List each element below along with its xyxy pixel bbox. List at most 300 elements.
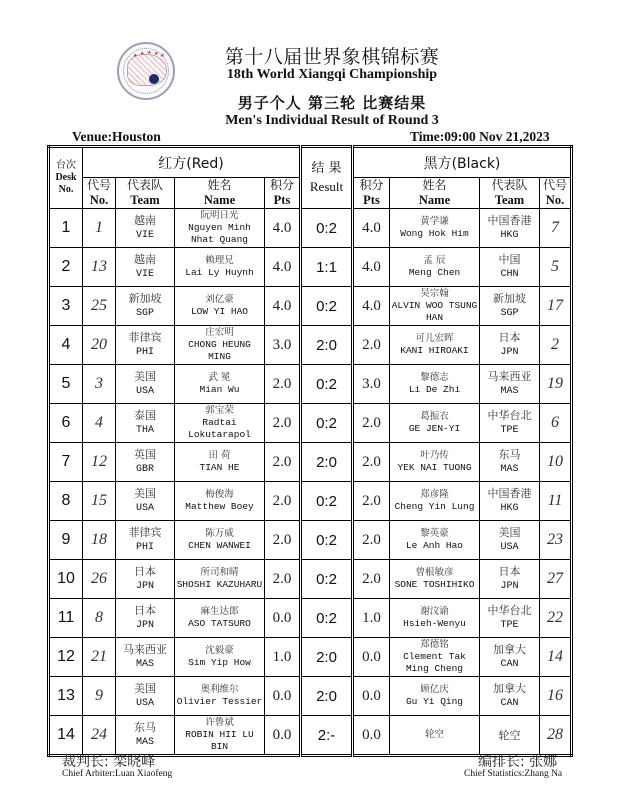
team-cn: 日本 (498, 331, 521, 344)
black-name (390, 677, 480, 716)
team-cn: 加拿大 (493, 682, 526, 695)
name-en: YEK NAI TUONG (397, 462, 472, 473)
red-team (116, 482, 175, 521)
red-name (175, 677, 265, 716)
table-row (49, 716, 572, 756)
header-red-pts (265, 178, 301, 209)
name-cn: 郑彦隆 (420, 489, 449, 500)
team-cn: 中国香港 (487, 487, 532, 500)
desk-number: 8 (61, 492, 71, 509)
result-score: 0:2 (316, 570, 337, 588)
label-en: Pts (363, 193, 380, 207)
black-pts (353, 560, 390, 599)
black-team (480, 599, 540, 638)
red-pts (265, 404, 301, 443)
black-pts (353, 677, 390, 716)
team-cn: 美国 (134, 487, 156, 500)
name-cn: 孟 辰 (423, 255, 446, 266)
team-cn: 菲律宾 (128, 526, 162, 539)
black-name (390, 716, 480, 756)
player-no: 28 (547, 726, 563, 743)
black-name (390, 521, 480, 560)
red-name (175, 404, 265, 443)
team-cn: 东马 (498, 448, 521, 461)
result (301, 560, 353, 599)
player-no: 12 (91, 453, 107, 470)
black-name (390, 365, 480, 404)
name-en: ASO TATSURO (188, 618, 251, 629)
red-name (175, 287, 265, 326)
team-cn: 加拿大 (493, 643, 526, 656)
points: 2.0 (362, 570, 381, 587)
red-team (116, 287, 175, 326)
star-icon: ★ (140, 52, 145, 57)
result (301, 482, 353, 521)
label-cn: 积分 (269, 178, 294, 192)
result-score: 2:- (317, 726, 336, 744)
black-pts (353, 326, 390, 365)
name-en: Olivier Tessier (176, 696, 263, 707)
name-en: ALVIN WOO TSUNG HAN (391, 300, 478, 323)
team-code: MAS (500, 386, 519, 397)
points: 4.0 (272, 297, 292, 314)
name-cn: 可儿宏晖 (415, 333, 454, 344)
label-cn: 姓名 (207, 178, 232, 192)
star-icon: ★ (147, 51, 152, 56)
team-code: MAS (500, 464, 519, 475)
result (301, 326, 353, 365)
red-name (175, 638, 265, 677)
chief-statistics-cn: 编排长: 张娜 (478, 754, 558, 770)
team-cn: 泰国 (134, 409, 156, 422)
desk-no (49, 248, 83, 287)
red-pts (265, 638, 301, 677)
black-pts (353, 287, 390, 326)
desk-number: 4 (61, 336, 71, 353)
team-cn: 新加坡 (128, 292, 162, 305)
name-cn: 梅俊海 (205, 489, 234, 500)
points: 0.0 (362, 726, 381, 743)
black-team (480, 365, 540, 404)
team-code: USA (135, 503, 154, 514)
header-red-no (83, 178, 116, 209)
black-name (390, 482, 480, 521)
red-player-no (83, 677, 116, 716)
black-pts (353, 716, 390, 756)
chief-arbiter-cn: 裁判长: 栾晓峰 (62, 754, 156, 770)
name-cn: 黎德志 (420, 372, 449, 383)
player-no: 11 (547, 492, 563, 509)
black-side-label: 黑方(Black) (423, 155, 501, 172)
table-row (49, 599, 572, 638)
black-team (480, 443, 540, 482)
points: 2.0 (272, 570, 292, 587)
red-name (175, 482, 265, 521)
team-code: SGP (500, 308, 519, 319)
black-team (480, 248, 540, 287)
result-score: 0:2 (316, 531, 337, 549)
desk-number: 9 (61, 531, 71, 548)
points: 1.0 (362, 609, 381, 626)
points: 2.0 (272, 531, 292, 548)
desk-number: 13 (57, 687, 75, 704)
result (301, 716, 353, 756)
black-player-no (540, 248, 572, 287)
name-en: Le Anh Hao (405, 540, 463, 551)
team-code: USA (135, 698, 154, 709)
black-player-no (540, 638, 572, 677)
player-no: 7 (551, 219, 559, 236)
result (301, 404, 353, 443)
points: 2.0 (362, 492, 381, 509)
red-team (116, 638, 175, 677)
player-no: 24 (91, 726, 107, 743)
red-player-no (83, 287, 116, 326)
name-cn: 武 冕 (208, 372, 231, 383)
name-cn: 麻生达郎 (200, 606, 239, 617)
black-team (480, 521, 540, 560)
team-cn: 马来西亚 (123, 643, 167, 656)
result-score: 1:1 (316, 258, 337, 276)
team-cn: 马来西亚 (487, 370, 532, 383)
red-player-no (83, 248, 116, 287)
label-cn: 代号 (542, 178, 567, 192)
name-cn: 曾根敏彦 (415, 567, 454, 578)
black-team (480, 638, 540, 677)
name-en: SHOSHI KAZUHARU (176, 579, 263, 590)
team-code: USA (500, 542, 519, 553)
red-name (175, 209, 265, 248)
result (301, 521, 353, 560)
player-no: 21 (91, 648, 107, 665)
points: 2.0 (362, 531, 381, 548)
name-en: Gu Yi Qing (405, 696, 463, 707)
name-en: Wong Hok Him (400, 228, 469, 239)
red-player-no (83, 638, 116, 677)
result-score: 2:0 (316, 648, 337, 666)
results-body (49, 209, 572, 756)
desk-no (49, 638, 83, 677)
label-en: Name (418, 193, 451, 207)
black-name (390, 326, 480, 365)
name-cn: 郑德铭 (420, 639, 449, 650)
name-en: Clement Tak Ming Cheng (403, 651, 466, 674)
team-code: THA (135, 425, 154, 436)
header-black-team (480, 178, 540, 209)
team-code: JPN (135, 620, 154, 631)
desk-number: 7 (61, 453, 71, 470)
header-black-name (390, 178, 480, 209)
header-red-team (116, 178, 175, 209)
result-score: 0:2 (316, 219, 337, 237)
result-score: 2:0 (316, 453, 337, 471)
red-name (175, 365, 265, 404)
label-cn: 代表队 (491, 178, 528, 192)
team-cn: 东马 (134, 721, 156, 734)
points: 0.0 (272, 609, 292, 626)
desk-number: 11 (57, 609, 75, 626)
red-name (175, 326, 265, 365)
table-row (49, 365, 572, 404)
desk-no (49, 287, 83, 326)
team-code: VIE (135, 230, 154, 241)
desk-number: 2 (61, 258, 71, 275)
name-cn: 沈毅豪 (205, 645, 234, 656)
red-team (116, 404, 175, 443)
team-cn: 新加坡 (493, 292, 526, 305)
team-cn: 轮空 (498, 728, 521, 742)
team-code: MAS (135, 737, 154, 748)
team-cn: 日本 (498, 565, 521, 578)
black-team (480, 677, 540, 716)
chief-statistics-en: Chief Statistics:Zhang Na (464, 769, 563, 779)
desk-no (49, 716, 83, 756)
label-cn: 姓名 (422, 178, 447, 192)
label-en: Pts (273, 193, 291, 207)
desk-number: 3 (61, 297, 71, 314)
result-score: 0:2 (316, 414, 337, 432)
black-pts (353, 248, 390, 287)
red-pts (265, 677, 301, 716)
black-player-no (540, 482, 572, 521)
team-code: HKG (500, 503, 519, 514)
red-name (175, 521, 265, 560)
name-en: Radtai Lokutarapol (188, 417, 251, 440)
table-row (49, 209, 572, 248)
name-en: Sim Yip How (188, 657, 251, 668)
black-pts (353, 443, 390, 482)
team-code: CHN (500, 269, 519, 280)
red-team (116, 326, 175, 365)
points: 4.0 (272, 219, 292, 236)
result-score: 0:2 (316, 492, 337, 510)
player-no: 2 (551, 336, 559, 353)
team-cn: 越南 (134, 214, 156, 227)
player-no: 13 (91, 258, 107, 275)
name-en: CHONG HEUNG MING (188, 339, 251, 362)
name-cn: 刘亿豪 (205, 294, 234, 305)
header-desk-cn: 台次 (56, 160, 76, 171)
black-team (480, 482, 540, 521)
label-en: No. (545, 193, 565, 207)
points: 2.0 (272, 492, 292, 509)
result (301, 443, 353, 482)
player-no: 14 (547, 648, 563, 665)
result (301, 209, 353, 248)
black-name (390, 248, 480, 287)
desk-no (49, 326, 83, 365)
points: 2.0 (272, 375, 292, 392)
player-no: 16 (547, 687, 563, 704)
points: 4.0 (272, 258, 292, 275)
header-black-no (540, 178, 572, 209)
result-score: 2:0 (316, 336, 337, 354)
team-cn: 美国 (134, 682, 156, 695)
black-name (390, 638, 480, 677)
player-no: 27 (547, 570, 563, 587)
name-cn: 赖理兄 (205, 255, 234, 266)
black-player-no (540, 716, 572, 756)
name-cn: 叶乃传 (420, 450, 449, 461)
red-pts (265, 326, 301, 365)
red-pts (265, 716, 301, 756)
label-cn: 积分 (359, 178, 384, 192)
name-en: Cheng Yin Lung (394, 501, 475, 512)
team-cn: 日本 (134, 565, 156, 578)
title-english: 18th World Xiangqi Championship (226, 67, 438, 82)
team-cn: 美国 (498, 526, 521, 539)
black-player-no (540, 287, 572, 326)
red-pts (265, 443, 301, 482)
black-pts (353, 365, 390, 404)
red-team (116, 365, 175, 404)
team-code: CAN (500, 659, 519, 670)
points: 2.0 (362, 414, 381, 431)
black-name (390, 404, 480, 443)
player-no: 10 (547, 453, 563, 470)
name-cn: 顾亿庆 (420, 684, 449, 695)
team-cn: 英国 (134, 448, 156, 461)
desk-no (49, 209, 83, 248)
black-team (480, 326, 540, 365)
team-code: PHI (135, 347, 154, 358)
team-cn: 中国 (498, 253, 521, 266)
team-code: CAN (500, 698, 519, 709)
name-cn: 轮空 (424, 729, 444, 740)
desk-no (49, 404, 83, 443)
star-icon: ★ (160, 54, 165, 59)
desk-no (49, 521, 83, 560)
name-en: Matthew Boey (185, 501, 254, 512)
header-desk-en2: No. (58, 184, 74, 195)
name-cn: 陈万威 (205, 528, 234, 539)
desk-no (49, 560, 83, 599)
player-no: 9 (95, 687, 103, 704)
black-name (390, 560, 480, 599)
table-row (49, 482, 572, 521)
name-cn: 田 荷 (208, 450, 231, 461)
desk-number: 1 (61, 219, 71, 236)
black-pts (353, 404, 390, 443)
result-score: 0:2 (316, 609, 337, 627)
red-player-no (83, 599, 116, 638)
desk-number: 10 (57, 570, 75, 587)
points: 0.0 (272, 726, 292, 743)
desk-no (49, 482, 83, 521)
name-en: Hsieh-Wenyu (403, 618, 466, 629)
team-cn: 菲律宾 (128, 331, 162, 344)
black-pts (353, 638, 390, 677)
black-player-no (540, 677, 572, 716)
player-no: 17 (547, 297, 563, 314)
result (301, 677, 353, 716)
points: 0.0 (272, 687, 292, 704)
result-score: 2:0 (316, 687, 337, 705)
label-en: Team (130, 193, 160, 207)
player-no: 26 (91, 570, 107, 587)
table-row (49, 287, 572, 326)
black-name (390, 599, 480, 638)
red-pts (265, 209, 301, 248)
team-code: PHI (135, 542, 154, 553)
red-player-no (83, 209, 116, 248)
red-player-no (83, 521, 116, 560)
red-player-no (83, 482, 116, 521)
points: 1.0 (272, 648, 292, 665)
red-name (175, 560, 265, 599)
name-en: SONE TOSHIHIKO (394, 579, 475, 590)
black-team (480, 287, 540, 326)
black-player-no (540, 209, 572, 248)
venue: Venue:Houston (72, 129, 161, 144)
table-row (49, 248, 572, 287)
name-cn: 所司和晴 (200, 567, 239, 578)
red-team (116, 599, 175, 638)
red-pts (265, 287, 301, 326)
player-no: 1 (95, 219, 103, 236)
desk-no (49, 599, 83, 638)
table-row (49, 404, 572, 443)
name-en: CHEN WANWEI (188, 540, 251, 551)
name-en: TIAN HE (199, 462, 240, 473)
red-player-no (83, 365, 116, 404)
black-name (390, 209, 480, 248)
name-cn: 阮明日光 (200, 210, 239, 221)
red-team (116, 443, 175, 482)
red-pts (265, 365, 301, 404)
black-name (390, 443, 480, 482)
name-en: ROBIN HII LU BIN (185, 729, 254, 752)
team-cn: 日本 (134, 604, 156, 617)
player-no: 4 (95, 414, 103, 431)
team-cn: 美国 (134, 370, 156, 383)
player-no: 6 (551, 414, 559, 431)
name-en: Li De Zhi (408, 384, 461, 395)
player-no: 25 (91, 297, 107, 314)
red-name (175, 443, 265, 482)
result (301, 365, 353, 404)
desk-number: 14 (57, 726, 75, 743)
star-icon: ★ (154, 52, 159, 57)
table-row (49, 638, 572, 677)
team-code: GBR (135, 464, 154, 475)
table-row (49, 521, 572, 560)
name-cn: 奥利维尔 (200, 684, 239, 695)
red-team (116, 521, 175, 560)
team-cn: 越南 (134, 253, 156, 266)
label-cn: 代表队 (126, 178, 163, 192)
name-cn: 谢汶谕 (420, 606, 449, 617)
red-team (116, 677, 175, 716)
header-result-en: Result (309, 179, 344, 194)
team-code: HKG (500, 230, 519, 241)
label-en: Team (494, 193, 525, 207)
red-team (116, 560, 175, 599)
desk-number: 12 (57, 648, 75, 665)
points: 4.0 (362, 258, 381, 275)
black-pts (353, 209, 390, 248)
team-code: JPN (135, 581, 154, 592)
name-en: LOW YI HAO (190, 306, 248, 317)
points: 3.0 (362, 375, 381, 392)
team-code: JPN (500, 347, 519, 358)
name-en: Nguyen Minh Nhat Quang (188, 222, 251, 245)
red-player-no (83, 326, 116, 365)
team-code: MAS (135, 659, 154, 670)
red-team (116, 716, 175, 756)
subtitle-english: Men's Individual Result of Round 3 (225, 113, 439, 128)
points: 0.0 (362, 648, 381, 665)
